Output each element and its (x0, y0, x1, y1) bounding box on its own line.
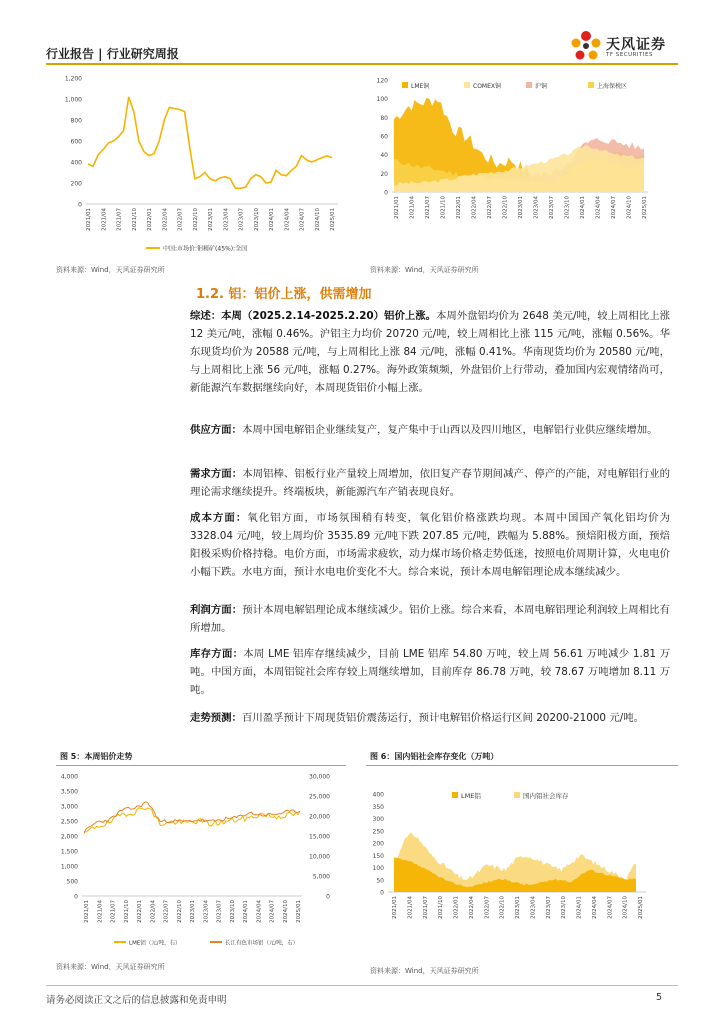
para-supply-label: 供应方面： (190, 424, 242, 436)
para-demand (190, 465, 670, 501)
molybdenum-price-chart (56, 68, 346, 258)
tr-legend-label-1: LME铜 (411, 83, 430, 90)
tl-y-tick: 400 (70, 159, 82, 167)
para-inventory-label: 库存方面： (190, 648, 244, 660)
fig5-y-left-tick: 1,000 (60, 863, 78, 871)
para-forecast (190, 709, 670, 727)
section-heading: 1.2. 铝：铝价上涨，供需增加 (196, 287, 372, 302)
fig5-x-tick: 2023/04 (203, 900, 210, 923)
tl-x-tick: 2023/07 (238, 208, 245, 231)
fig6-y-tick: 350 (372, 803, 384, 811)
tl-x-tick: 2024/04 (284, 208, 291, 231)
fig6-x-tick: 2024/10 (622, 896, 629, 919)
fig5-x-tick: 2022/10 (176, 900, 183, 923)
tl-y-tick: 200 (70, 180, 82, 188)
tl-x-tick: 2022/07 (177, 208, 184, 231)
fig6-source: 资料来源：Wind，天风证券研究所 (370, 967, 479, 975)
fig6-x-tick: 2024/01 (576, 896, 583, 919)
tl-y-tick: 0 (78, 201, 82, 209)
copper-inventory-chart (366, 68, 666, 258)
fig6-x-tick: 2023/07 (545, 896, 552, 919)
fig5-y-left-tick: 3,000 (60, 803, 78, 811)
fig5-y-right-tick: 25,000 (309, 793, 330, 801)
fig6-x-tick: 2022/07 (484, 896, 491, 919)
fig5-y-right-tick: 5,000 (312, 873, 330, 881)
fig6-y-tick: 100 (372, 865, 384, 872)
tr-legend-swatch-1 (402, 82, 408, 88)
tl-x-tick: 2021/01 (86, 208, 92, 231)
tr-legend-label-3: 沪铜 (535, 83, 548, 90)
tr-y-tick: 100 (376, 96, 388, 104)
tl-x-tick: 2022/01 (147, 208, 153, 231)
fig5-legend-label-2: 长江有色市场铝（元/吨，右） (225, 940, 299, 947)
fig5-x-tick: 2022/07 (163, 900, 170, 923)
para-supply-text: 本周中国电解铝企业继续复产，复产集中于山西以及四川地区，电解铝行业供应继续增加。 (241, 424, 658, 436)
fig6-x-tick: 2022/04 (468, 896, 475, 919)
fig6-x-tick: 2023/04 (530, 896, 537, 919)
para-summary-label: 综述：本周（2025.2.14-2025.2.20）铝价上涨。 (190, 310, 437, 322)
tl-y-tick: 1,000 (64, 96, 82, 104)
tr-legend-label-2: COMEX铜 (473, 83, 501, 90)
tr-y-tick: 60 (380, 133, 388, 141)
tr-x-tick: 2022/04 (471, 196, 478, 219)
fig6-x-tick: 2021/10 (438, 896, 445, 919)
tl-x-tick: 2023/01 (208, 208, 214, 231)
footer-divider (46, 985, 678, 986)
fig5-y-left-tick: 3,500 (60, 788, 78, 796)
logo-flower-icon (568, 28, 604, 62)
tl-x-tick: 2024/07 (299, 208, 306, 231)
fig5-x-tick: 2021/04 (97, 900, 104, 923)
fig6-y-tick: 150 (372, 852, 384, 860)
fig6-legend-swatch-1 (452, 792, 458, 798)
para-cost-text: 氧化铝方面，市场氛围稍有转变，氧化铝价格涨跌均现。本周中国国产氧化铝均价为 3328.04 元/吨，较上周均价 3535.89 元/吨下跌 207.85 元/吨，跌幅为 5.88%。预焙阳极方面，预焙阳极采购价格持稳。电价方面，市场需求疲软，动力煤市场价格走势低迷，按照电价周期计算，火电电价小幅下跌。水电方面，预计水电电价变化不大。综合来说，预计本周电解铝理论成本继续减少。 (190, 512, 671, 578)
fig5-x-tick: 2021/07 (110, 900, 117, 923)
tr-x-tick: 2024/04 (595, 196, 602, 219)
fig5-x-tick: 2023/10 (229, 900, 236, 923)
fig5-x-tick: 2022/04 (150, 900, 157, 923)
tr-x-tick: 2023/07 (549, 196, 555, 219)
fig5-y-left-tick: 500 (66, 878, 78, 886)
fig6-y-tick: 200 (372, 840, 384, 848)
tr-x-tick: 2022/01 (456, 196, 462, 219)
tr-y-tick: 40 (380, 152, 388, 160)
para-supply (190, 421, 670, 439)
para-profit (190, 601, 670, 637)
tr-x-tick: 2021/07 (425, 196, 431, 219)
fig5-title-rule (56, 765, 346, 766)
page-number: 5 (656, 992, 663, 1003)
fig6-x-tick: 2021/01 (392, 896, 398, 919)
top-right-chart-source: 资料来源：Wind，天风证券研究所 (370, 266, 479, 274)
header-divider (46, 63, 678, 65)
para-profit-text: 预计本周电解铝理论成本继续减少。铝价上涨。综合来看，本周电解铝理论利润较上周相比有所增加。 (190, 604, 671, 634)
tl-y-tick: 600 (70, 138, 82, 146)
tl-x-tick: 2023/10 (253, 208, 260, 231)
tr-y-tick: 80 (380, 114, 388, 122)
fig6-x-tick: 2023/01 (515, 896, 521, 919)
fig6-y-tick: 50 (376, 877, 384, 885)
fig5-legend-label-1: LME铝（元/吨，右） (129, 940, 181, 947)
tr-x-tick: 2024/01 (580, 196, 586, 219)
tl-x-tick: 2021/10 (131, 208, 138, 231)
top-left-chart-source: 资料来源：Wind，天风证券研究所 (56, 266, 165, 274)
para-profit-label: 利润方面： (190, 604, 243, 616)
tl-x-tick: 2025/01 (330, 208, 336, 231)
tr-x-tick: 2024/10 (626, 196, 633, 219)
tr-x-tick: 2025/01 (642, 196, 648, 219)
fig5-x-tick: 2021/10 (123, 900, 130, 923)
fig6-x-tick: 2024/04 (591, 896, 598, 919)
para-forecast-label: 走势预测： (190, 712, 242, 724)
fig6-x-tick: 2021/04 (407, 896, 414, 919)
fig6-x-tick: 2023/10 (561, 896, 568, 919)
tl-x-tick: 2022/10 (192, 208, 199, 231)
report-header-title: 行业报告 | 行业研究周报 (46, 47, 179, 61)
fig6-legend-label-2: 国内铝社会库存 (523, 792, 569, 800)
fig5-x-tick: 2023/07 (216, 900, 223, 923)
fig5-series-1-line (84, 808, 300, 832)
fig6-x-tick: 2025/01 (638, 896, 644, 919)
tl-x-tick: 2024/01 (269, 208, 275, 231)
fig5-x-tick: 2024/04 (256, 900, 263, 923)
fig6-y-tick: 300 (372, 816, 384, 823)
fig5-y-right-tick: 15,000 (309, 833, 330, 841)
fig6-legend-label-1: LME铝 (461, 792, 481, 800)
para-inventory (190, 645, 670, 699)
tr-x-tick: 2021/04 (409, 196, 416, 219)
tl-x-tick: 2022/04 (162, 208, 169, 231)
fig5-y-left-tick: 0 (74, 893, 78, 901)
tr-y-tick: 0 (384, 189, 388, 197)
fig6-x-tick: 2024/07 (607, 896, 614, 919)
fig6-legend-swatch-2 (514, 792, 520, 798)
fig5-x-tick: 2024/01 (243, 900, 249, 923)
fig5-y-right-tick: 30,000 (309, 773, 330, 781)
fig5-y-left-tick: 1,500 (60, 848, 78, 856)
fig5-series-2-line (84, 802, 300, 834)
tl-y-tick: 1,200 (64, 75, 82, 83)
fig5-y-left-tick: 2,500 (60, 818, 78, 826)
tr-x-tick: 2023/04 (533, 196, 540, 219)
tr-x-tick: 2021/10 (440, 196, 447, 219)
para-cost (190, 509, 670, 581)
tl-y-tick: 800 (70, 117, 82, 125)
tl-legend-label: 中国:市场价:钼精矿(45%):全国 (163, 245, 248, 253)
tr-x-tick: 2021/01 (394, 196, 400, 219)
tr-x-tick: 2022/10 (502, 196, 509, 219)
fig6-x-tick: 2022/01 (453, 896, 460, 919)
para-demand-label: 需求方面： (190, 468, 243, 480)
tl-series-line (88, 97, 332, 188)
fig5-x-tick: 2024/07 (269, 900, 276, 923)
fig6-x-tick: 2021/07 (422, 896, 429, 919)
tr-legend-swatch-2 (464, 82, 470, 88)
tr-x-tick: 2024/07 (611, 196, 617, 219)
tl-x-tick: 2021/07 (116, 208, 123, 231)
para-cost-label: 成本方面： (190, 512, 248, 524)
fig5-source: 资料来源：Wind，天风证券研究所 (56, 963, 165, 971)
logo-name-en: TF SECURITIES (606, 52, 653, 58)
fig6-y-tick: 400 (372, 791, 384, 799)
tr-y-tick: 20 (380, 170, 388, 178)
fig5-x-tick: 2022/01 (137, 900, 143, 923)
fig5-x-tick: 2023/01 (190, 900, 196, 923)
tr-x-tick: 2023/10 (564, 196, 571, 219)
fig6-title-rule (366, 765, 678, 766)
fig5-y-right-tick: 0 (326, 893, 330, 901)
tr-legend-swatch-4 (588, 82, 594, 88)
para-forecast-text: 百川盈孚预计下周现货铝价震荡运行，预计电解铝价格运行区间 20200-21000 元/吨。 (241, 712, 645, 724)
fig5-aluminum-price-chart (56, 768, 346, 954)
tr-x-tick: 2023/01 (518, 196, 524, 219)
tr-legend-label-4: 上海保税区 (597, 83, 628, 90)
tl-x-tick: 2023/04 (223, 208, 230, 231)
fig6-y-tick: 250 (372, 828, 384, 836)
fig6-aluminum-inventory-chart (366, 784, 666, 964)
tr-x-tick: 2022/07 (487, 196, 493, 219)
fig5-x-tick: 2024/10 (282, 900, 289, 923)
fig5-y-left-tick: 4,000 (60, 773, 78, 781)
fig5-x-tick: 2021/01 (84, 900, 90, 923)
fig5-y-left-tick: 2,000 (60, 833, 78, 841)
tl-x-tick: 2024/10 (314, 208, 321, 231)
para-summary (190, 307, 670, 397)
para-demand-text: 本周铝棒、铝板行业产量较上周增加，依旧复产春节期间减产、停产的产能，对电解铝行业的理论需求继续提升。终端板块，新能源汽车产销表现良好。 (190, 468, 671, 498)
para-inventory-text: 本周 LME 铝库存继续减少，目前 LME 铝库 54.80 万吨，较上周 56.61 万吨减少 1.81 万吨。中国方面，本周铝锭社会库存较上周继续增加，目前库存 86.78 万吨，较 78.67 万吨增加 8.11 万吨。 (190, 648, 670, 696)
tr-y-tick: 120 (376, 77, 388, 85)
fig5-y-right-tick: 10,000 (309, 853, 330, 861)
footer-disclaimer: 请务必阅读正文之后的信息披露和免责申明 (46, 995, 227, 1006)
tr-legend-swatch-3 (526, 82, 532, 88)
fig5-x-tick: 2025/01 (296, 900, 302, 923)
fig5-title: 图 5：本周铝价走势 (60, 752, 133, 761)
fig6-x-tick: 2022/10 (499, 896, 506, 919)
fig5-y-right-tick: 20,000 (309, 813, 330, 821)
para-summary-text: 本周外盘铝均价为 2648 美元/吨，较上周相比上涨 12 美元/吨，涨幅 0.46%。沪铝主力均价 20720 元/吨，较上周相比上涨 115 元/吨，涨幅 0.56%。华东现货均价为 20588 元/吨，与上周相比上涨 84 元/吨，涨幅 0.41%。华南现货均价为 20580 元/吨，与上周相比上涨 56 元/吨，涨幅 0.27%。海外政策频频，外盘铝价上行带动，叠加国内宏观情绪尚可，新能源汽车数据继续向好，本周现货铝价小幅上涨。 (190, 310, 670, 394)
tl-x-tick: 2021/04 (101, 208, 108, 231)
fig6-y-tick: 0 (380, 889, 384, 897)
fig6-title: 图 6：国内铝社会库存变化（万吨） (370, 752, 499, 761)
logo-name-cn: 天风证券 (606, 37, 666, 53)
